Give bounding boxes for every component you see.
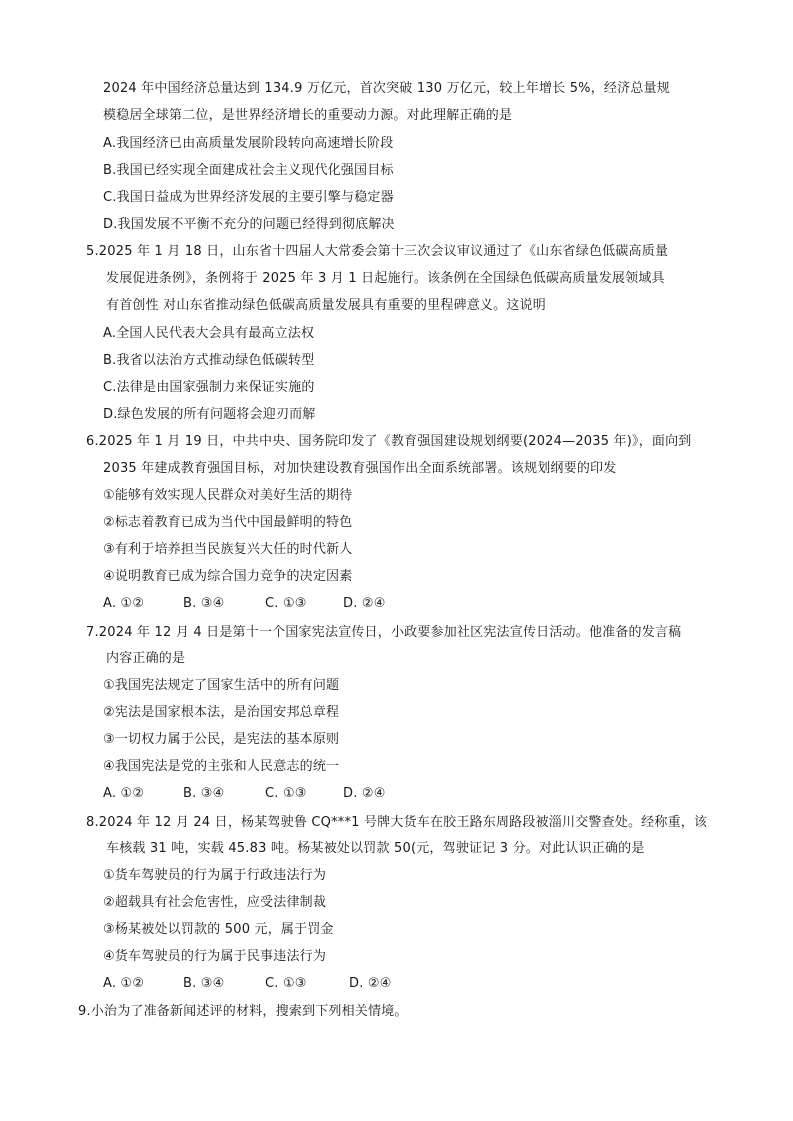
q7-item-3: ③一切权力属于公民，是宪法的基本原则: [103, 732, 340, 747]
q8-choices: [103, 975, 392, 993]
q5-option-c: C.法律是由国家强制力来保证实施的: [103, 380, 315, 395]
q4-option-c: C.我国日益成为世界经济发展的主要引擎与稳定器: [103, 190, 394, 205]
q7-stem-line1: 7.2024 年 12 月 4 日是第十一个国家宪法宣传日，小政要参加社区宪法宣传日活动。他准备的发言稿: [86, 625, 682, 640]
q5-option-a: A.全国人民代表大会具有最高立法权: [103, 326, 315, 341]
q8-item-4: ④货车驾驶员的行为属于民事违法行为: [103, 949, 327, 964]
q6-stem-line2: 2035 年建成教育强国目标，对加快建设教育强国作出全面系统部署。该规划纲要的印发: [103, 461, 617, 476]
q6-choice-a: A. ①②: [103, 596, 145, 611]
q5-stem-line3: 有首创性 对山东省推动绿色低碳高质量发展具有重要的里程碑意义。这说明: [106, 298, 546, 313]
q8-choice-c: C. ①③: [265, 976, 307, 991]
q6-choice-c: C. ①③: [265, 596, 307, 611]
q5-stem-line1: 5.2025 年 1 月 18 日，山东省十四届人大常委会第十三次会议审议通过了《山东省绿色低碳高质量: [86, 244, 669, 259]
q7-choice-b: B. ③④: [183, 786, 225, 801]
q7-choices: [103, 785, 386, 803]
q8-choice-b: B. ③④: [183, 976, 225, 991]
q7-item-4: ④我国宪法是党的主张和人民意志的统一: [103, 759, 340, 774]
q4-option-d: D.我国发展不平衡不充分的问题已经得到彻底解决: [103, 217, 395, 232]
q4-option-a: A.我国经济已由高质量发展阶段转向高速增长阶段: [103, 136, 394, 151]
q6-choices: [103, 595, 386, 613]
q8-stem-line1: 8.2024 年 12 月 24 日，杨某驾驶鲁 CQ***1 号牌大货车在胶王路东周路段被淄川交警查处。经称重，该: [86, 815, 708, 830]
q6-choice-b: B. ③④: [183, 596, 225, 611]
q6-stem-line1: 6.2025 年 1 月 19 日，中共中央、国务院印发了《教育强国建设规划纲要(2024—2035 年)》，面向到: [86, 434, 692, 449]
q5-option-b: B.我省以法治方式推动绿色低碳转型: [103, 353, 315, 368]
q4-stem-line1: 2024 年中国经济总量达到 134.9 万亿元，首次突破 130 万亿元，较上年增长 5%，经济总量规: [103, 81, 670, 96]
q7-stem-line2: 内容正确的是: [106, 651, 186, 666]
q7-choice-d: D. ②④: [343, 786, 386, 801]
q6-item-1: ①能够有效实现人民群众对美好生活的期待: [103, 488, 353, 503]
q6-choice-d: D. ②④: [343, 596, 386, 611]
q7-choice-c: C. ①③: [265, 786, 307, 801]
q8-item-2: ②超载具有社会危害性，应受法律制裁: [103, 895, 327, 910]
q4-stem-line2: 模稳居全球第二位，是世界经济增长的重要动力源。对此理解正确的是: [103, 108, 513, 123]
q7-item-2: ②宪法是国家根本法，是治国安邦总章程: [103, 705, 340, 720]
q5-option-d: D.绿色发展的所有问题将会迎刃而解: [103, 407, 316, 422]
q8-choice-a: A. ①②: [103, 976, 145, 991]
q5-stem-line2: 发展促进条例》，条例将于 2025 年 3 月 1 日起施行。该条例在全国绿色低碳高质量发展领域具: [106, 271, 665, 286]
q7-choice-a: A. ①②: [103, 786, 145, 801]
q8-item-1: ①货车驾驶员的行为属于行政违法行为: [103, 868, 327, 883]
q9-stem-line1: 9.小治为了准备新闻述评的材料，搜索到下列相关情境。: [78, 1004, 408, 1019]
q4-option-b: B.我国已经实现全面建成社会主义现代化强国目标: [103, 163, 394, 178]
q8-item-3: ③杨某被处以罚款的 500 元，属于罚金: [103, 922, 334, 937]
q8-stem-line2: 车核载 31 吨，实载 45.83 吨。杨某被处以罚款 50(元，驾驶证记 3 分。对此认识正确的是: [106, 841, 645, 856]
q6-item-3: ③有利于培养担当民族复兴大任的时代新人: [103, 542, 353, 557]
q7-item-1: ①我国宪法规定了国家生活中的所有问题: [103, 678, 340, 693]
q8-choice-d: D. ②④: [349, 976, 392, 991]
q6-item-4: ④说明教育已成为综合国力竞争的决定因素: [103, 569, 353, 584]
q6-item-2: ②标志着教育已成为当代中国最鲜明的特色: [103, 515, 353, 530]
